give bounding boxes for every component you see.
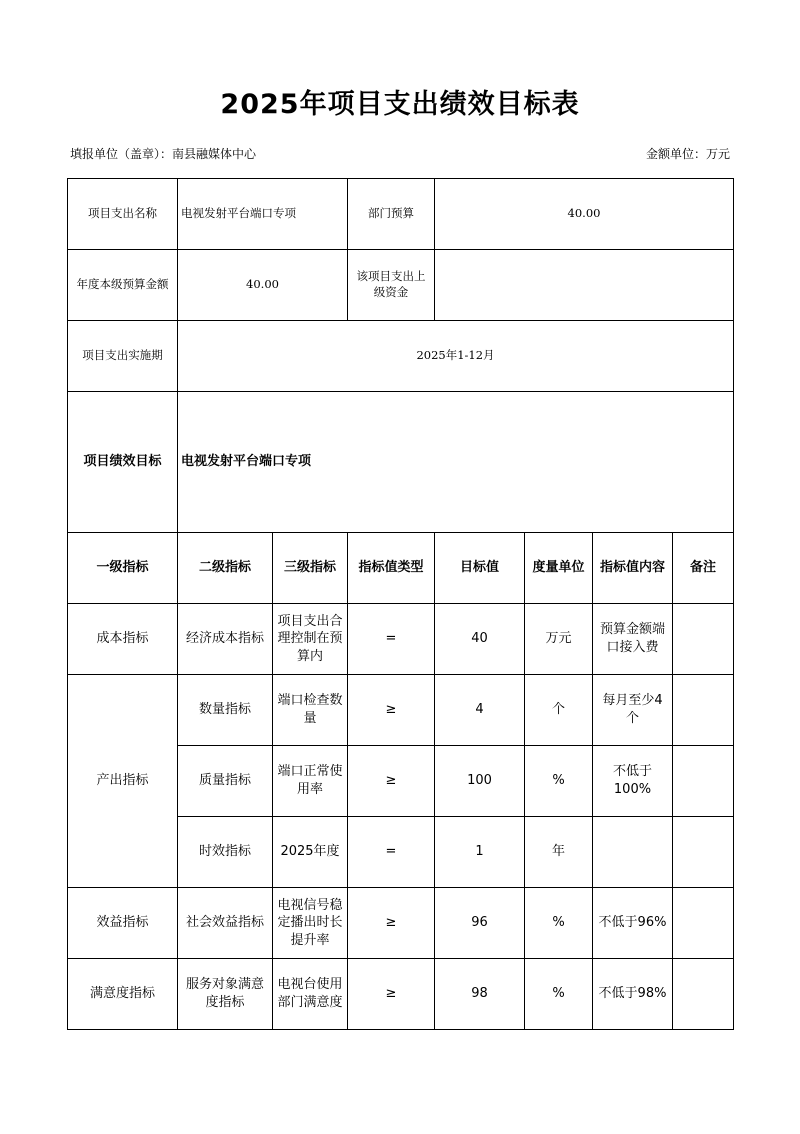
type-cell: = xyxy=(348,604,435,675)
target-cell: 98 xyxy=(435,959,525,1030)
page-title: 2025年项目支出绩效目标表 xyxy=(220,89,580,120)
content-cell: 每月至少4个 xyxy=(593,675,673,746)
col-header-level2: 二级指标 xyxy=(178,533,273,604)
table-row xyxy=(68,888,734,959)
fill-unit: 填报单位（盖章）：南县融媒体中心 xyxy=(70,147,257,161)
performance-table xyxy=(67,178,734,1030)
group-satisfaction: 满意度指标 xyxy=(68,959,178,1030)
unit-cell: 年 xyxy=(525,817,593,888)
group-cost: 成本指标 xyxy=(68,604,178,675)
group-output: 产出指标 xyxy=(68,675,178,888)
row-project-name xyxy=(68,179,734,250)
type-cell: ≥ xyxy=(348,888,435,959)
content-cell xyxy=(593,817,673,888)
project-name-label: 项目支出名称 xyxy=(68,179,178,250)
dept-budget-label: 部门预算 xyxy=(348,179,435,250)
content-cell: 不低于98% xyxy=(593,959,673,1030)
type-cell: = xyxy=(348,817,435,888)
note-cell xyxy=(673,675,734,746)
row-period xyxy=(68,321,734,392)
table-row xyxy=(68,675,734,746)
unit-cell: % xyxy=(525,959,593,1030)
col-header-target: 目标值 xyxy=(435,533,525,604)
type-cell: ≥ xyxy=(348,675,435,746)
level2-cell: 时效指标 xyxy=(178,817,273,888)
table-row xyxy=(68,959,734,1030)
note-cell xyxy=(673,604,734,675)
annual-budget: 40.00 xyxy=(178,250,348,321)
target-cell: 96 xyxy=(435,888,525,959)
level3-cell: 2025年度 xyxy=(273,817,348,888)
level2-cell: 质量指标 xyxy=(178,746,273,817)
unit-cell: % xyxy=(525,888,593,959)
goal-label: 项目绩效目标 xyxy=(68,392,178,533)
col-header-level3: 三级指标 xyxy=(273,533,348,604)
target-cell: 40 xyxy=(435,604,525,675)
col-header-content: 指标值内容 xyxy=(593,533,673,604)
target-cell: 4 xyxy=(435,675,525,746)
level3-cell: 电视信号稳定播出时长提升率 xyxy=(273,888,348,959)
target-cell: 1 xyxy=(435,817,525,888)
content-cell: 不低于100% xyxy=(593,746,673,817)
type-cell: ≥ xyxy=(348,959,435,1030)
unit-cell: % xyxy=(525,746,593,817)
col-header-note: 备注 xyxy=(673,533,734,604)
table-row xyxy=(68,604,734,675)
target-cell: 100 xyxy=(435,746,525,817)
group-benefit: 效益指标 xyxy=(68,888,178,959)
row-annual-budget xyxy=(68,250,734,321)
upper-funds xyxy=(435,250,734,321)
goal: 电视发射平台端口专项 xyxy=(178,392,734,533)
level3-cell: 端口正常使用率 xyxy=(273,746,348,817)
column-header-row xyxy=(68,533,734,604)
unit-cell: 个 xyxy=(525,675,593,746)
row-goal xyxy=(68,392,734,533)
period: 2025年1-12月 xyxy=(178,321,734,392)
content-cell: 预算金额端口接入费 xyxy=(593,604,673,675)
note-cell xyxy=(673,888,734,959)
col-header-type: 指标值类型 xyxy=(348,533,435,604)
content-cell: 不低于96% xyxy=(593,888,673,959)
level2-cell: 社会效益指标 xyxy=(178,888,273,959)
amount-unit: 金额单位：万元 xyxy=(645,147,730,161)
type-cell: ≥ xyxy=(348,746,435,817)
col-header-level1: 一级指标 xyxy=(68,533,178,604)
col-header-unit: 度量单位 xyxy=(525,533,593,604)
level2-cell: 数量指标 xyxy=(178,675,273,746)
unit-cell: 万元 xyxy=(525,604,593,675)
dept-budget: 40.00 xyxy=(435,179,734,250)
level3-cell: 端口检查数量 xyxy=(273,675,348,746)
upper-funds-label: 该项目支出上级资金 xyxy=(348,250,435,321)
period-label: 项目支出实施期 xyxy=(68,321,178,392)
level2-cell: 服务对象满意度指标 xyxy=(178,959,273,1030)
note-cell xyxy=(673,746,734,817)
annual-budget-label: 年度本级预算金额 xyxy=(68,250,178,321)
project-name: 电视发射平台端口专项 xyxy=(178,179,348,250)
level3-cell: 项目支出合理控制在预算内 xyxy=(273,604,348,675)
level3-cell: 电视台使用部门满意度 xyxy=(273,959,348,1030)
level2-cell: 经济成本指标 xyxy=(178,604,273,675)
note-cell xyxy=(673,817,734,888)
note-cell xyxy=(673,959,734,1030)
